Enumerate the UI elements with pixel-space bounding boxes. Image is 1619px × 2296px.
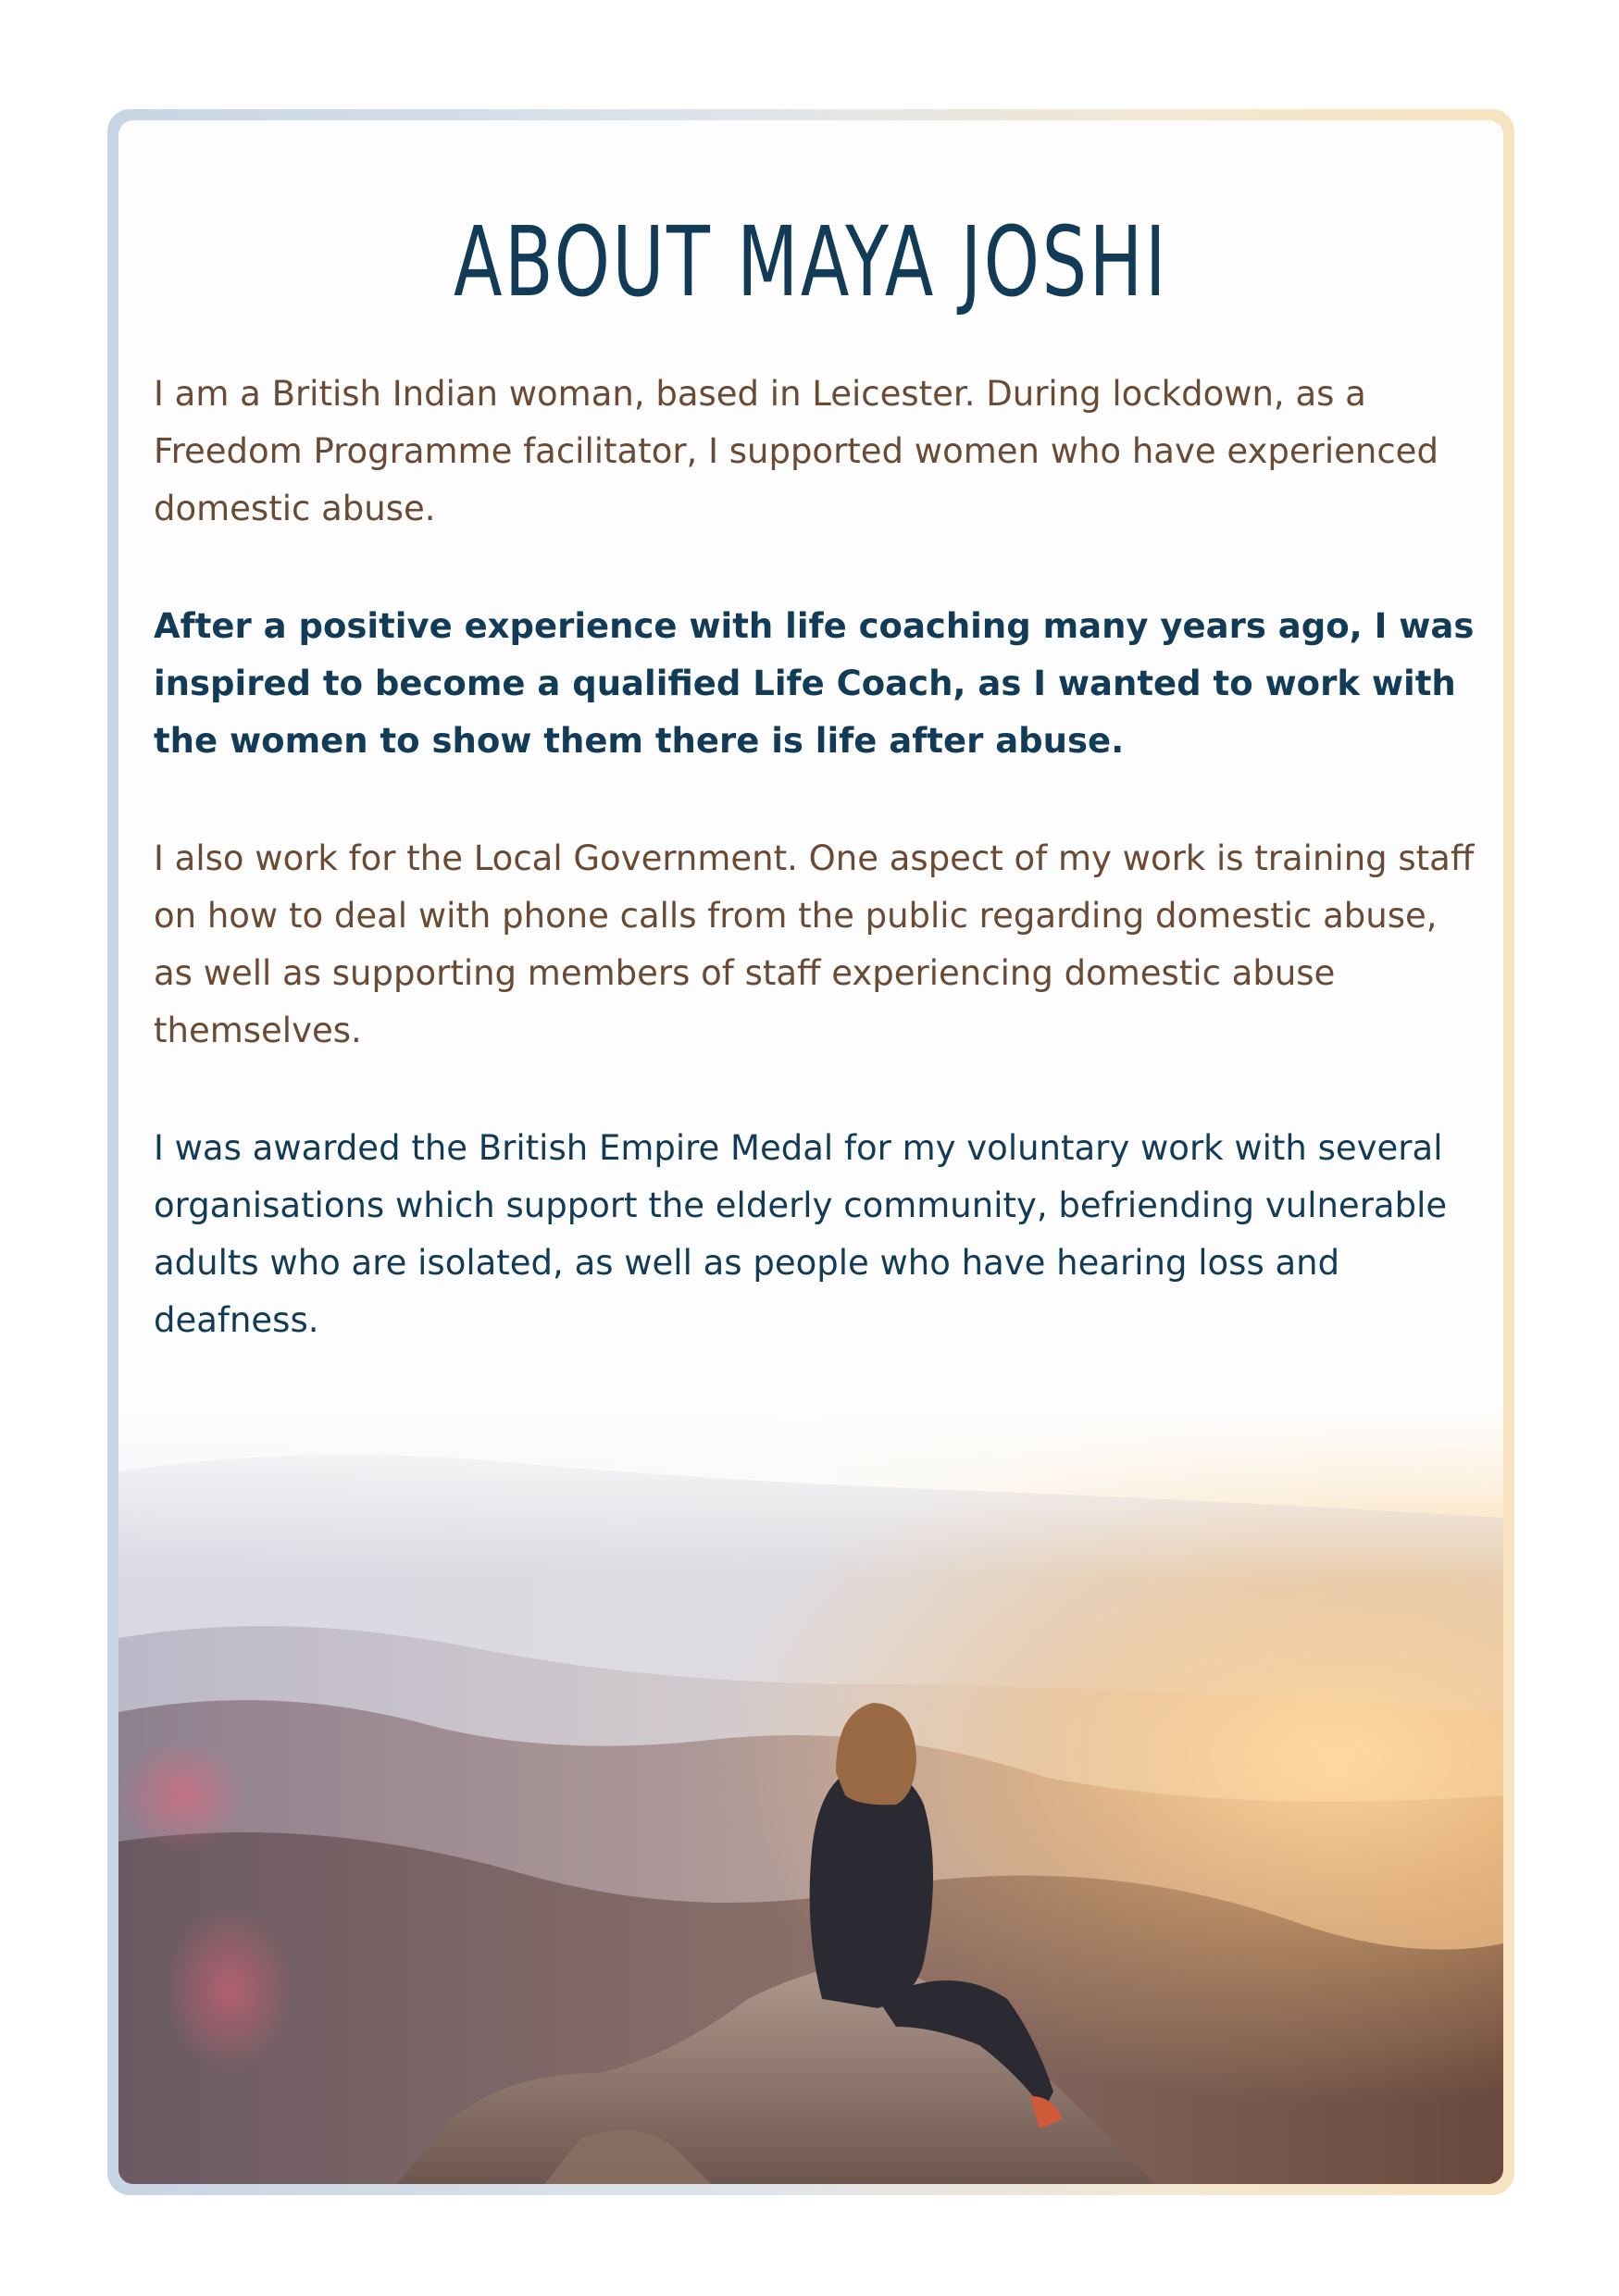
content-panel — [118, 120, 1503, 2184]
page-frame — [107, 109, 1514, 2195]
page-title: ABOUT MAYA JOSHI — [454, 205, 1168, 318]
medal-paragraph: I was awarded the British Empire Medal for my voluntary work with several organisations which support the elderly community, befriending vulnerable adults who are isolated, as well as people who have hearing loss and deafness. — [154, 1128, 1448, 1340]
intro-paragraph: I am a British Indian woman, based in Leicester. During lockdown, as a Freedom Programme facilitator, I supported women who have experienced domestic abuse. — [154, 374, 1438, 528]
mountain-photo — [118, 1407, 1503, 2184]
local-government-paragraph: I also work for the Local Government. One aspect of my work is training staff on how to deal with phone calls from the public regarding domestic abuse, as well as supporting members of staff experiencing domestic abuse themselves. — [154, 838, 1475, 1050]
life-coach-paragraph: After a positive experience with life coaching many years ago, I was inspired to become a qualified Life Coach, as I wanted to work with the women to show them there is life after abuse. — [154, 606, 1475, 761]
